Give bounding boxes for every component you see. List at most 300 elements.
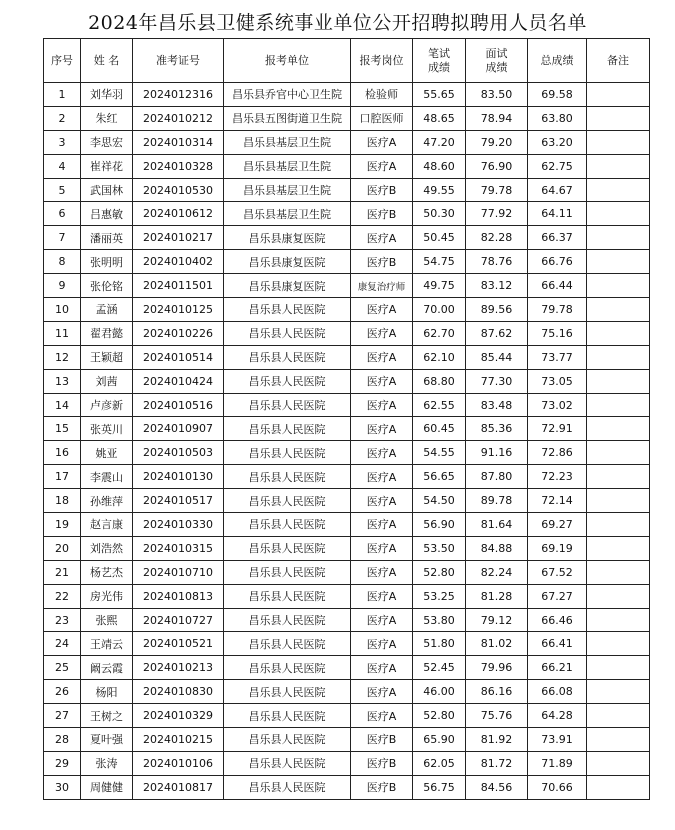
cell-name: 吕惠敏 [81, 202, 133, 226]
cell-written: 54.55 [413, 441, 466, 465]
cell-interview: 78.76 [466, 250, 528, 274]
cell-interview: 85.36 [466, 417, 528, 441]
cell-remark [587, 632, 650, 656]
cell-exam-id: 2024011501 [133, 274, 224, 298]
cell-total: 63.80 [528, 106, 587, 130]
cell-remark [587, 441, 650, 465]
table-row [44, 106, 650, 130]
cell-interview: 89.78 [466, 489, 528, 513]
page-title: 2024年昌乐县卫健系统事业单位公开招聘拟聘用人员名单 [88, 12, 587, 34]
cell-name: 夏叶强 [81, 728, 133, 752]
cell-unit: 昌乐县五图街道卫生院 [224, 106, 351, 130]
cell-name: 杨阳 [81, 680, 133, 704]
cell-written: 54.50 [413, 489, 466, 513]
header-name: 姓 名 [81, 39, 133, 83]
cell-interview: 79.96 [466, 656, 528, 680]
cell-no: 7 [44, 226, 81, 250]
cell-name: 杨艺杰 [81, 560, 133, 584]
cell-no: 9 [44, 274, 81, 298]
cell-remark [587, 680, 650, 704]
cell-remark [587, 369, 650, 393]
cell-unit: 昌乐县基层卫生院 [224, 202, 351, 226]
cell-no: 11 [44, 321, 81, 345]
cell-exam-id: 2024010516 [133, 393, 224, 417]
cell-unit: 昌乐县基层卫生院 [224, 178, 351, 202]
cell-exam-id: 2024010130 [133, 465, 224, 489]
cell-remark [587, 130, 650, 154]
table-row [44, 298, 650, 322]
cell-interview: 77.92 [466, 202, 528, 226]
cell-total: 66.76 [528, 250, 587, 274]
cell-post: 医疗B [351, 751, 413, 775]
cell-name: 李思宏 [81, 130, 133, 154]
cell-post: 医疗A [351, 513, 413, 537]
cell-post: 医疗A [351, 632, 413, 656]
cell-post: 医疗A [351, 298, 413, 322]
cell-total: 66.08 [528, 680, 587, 704]
cell-post: 医疗A [351, 345, 413, 369]
cell-post: 口腔医师 [351, 106, 413, 130]
table-row [44, 202, 650, 226]
cell-unit: 昌乐县康复医院 [224, 250, 351, 274]
cell-remark [587, 178, 650, 202]
table-row [44, 417, 650, 441]
cell-unit: 昌乐县人民医院 [224, 417, 351, 441]
cell-total: 73.77 [528, 345, 587, 369]
cell-no: 28 [44, 728, 81, 752]
cell-no: 8 [44, 250, 81, 274]
cell-written: 54.75 [413, 250, 466, 274]
cell-no: 12 [44, 345, 81, 369]
cell-remark [587, 704, 650, 728]
cell-written: 53.25 [413, 584, 466, 608]
cell-total: 72.91 [528, 417, 587, 441]
cell-post: 医疗A [351, 704, 413, 728]
cell-post: 医疗A [351, 321, 413, 345]
cell-total: 64.28 [528, 704, 587, 728]
table-row [44, 369, 650, 393]
table-row [44, 608, 650, 632]
cell-total: 67.52 [528, 560, 587, 584]
cell-name: 周健健 [81, 775, 133, 799]
cell-name: 张伦铭 [81, 274, 133, 298]
cell-unit: 昌乐县乔官中心卫生院 [224, 83, 351, 107]
table-row [44, 393, 650, 417]
table-row [44, 656, 650, 680]
cell-interview: 83.12 [466, 274, 528, 298]
cell-name: 张熙 [81, 608, 133, 632]
cell-interview: 81.64 [466, 513, 528, 537]
table-row [44, 130, 650, 154]
table-row [44, 560, 650, 584]
recruitment-table [43, 38, 650, 800]
cell-interview: 79.20 [466, 130, 528, 154]
cell-remark [587, 202, 650, 226]
cell-remark [587, 106, 650, 130]
cell-unit: 昌乐县人民医院 [224, 680, 351, 704]
table-row [44, 154, 650, 178]
table-row [44, 274, 650, 298]
cell-no: 29 [44, 751, 81, 775]
cell-written: 53.80 [413, 608, 466, 632]
cell-written: 49.55 [413, 178, 466, 202]
cell-interview: 84.56 [466, 775, 528, 799]
table-row [44, 345, 650, 369]
table-header-row [44, 39, 650, 83]
cell-no: 23 [44, 608, 81, 632]
table-row [44, 513, 650, 537]
cell-no: 18 [44, 489, 81, 513]
cell-no: 6 [44, 202, 81, 226]
cell-remark [587, 274, 650, 298]
cell-unit: 昌乐县人民医院 [224, 465, 351, 489]
cell-unit: 昌乐县人民医院 [224, 513, 351, 537]
cell-exam-id: 2024010813 [133, 584, 224, 608]
cell-post: 医疗A [351, 226, 413, 250]
cell-post: 医疗B [351, 775, 413, 799]
cell-exam-id: 2024010817 [133, 775, 224, 799]
header-no: 序号 [44, 39, 81, 83]
cell-total: 63.20 [528, 130, 587, 154]
table-row [44, 178, 650, 202]
cell-remark [587, 751, 650, 775]
cell-remark [587, 728, 650, 752]
header-interview-line2: 成绩 [485, 60, 508, 74]
cell-post: 医疗A [351, 393, 413, 417]
cell-exam-id: 2024010907 [133, 417, 224, 441]
table-row [44, 632, 650, 656]
cell-exam-id: 2024010710 [133, 560, 224, 584]
cell-exam-id: 2024012316 [133, 83, 224, 107]
cell-name: 房光伟 [81, 584, 133, 608]
cell-written: 52.80 [413, 560, 466, 584]
cell-unit: 昌乐县人民医院 [224, 489, 351, 513]
cell-post: 检验师 [351, 83, 413, 107]
cell-exam-id: 2024010330 [133, 513, 224, 537]
cell-post: 医疗B [351, 250, 413, 274]
cell-name: 刘浩然 [81, 536, 133, 560]
cell-no: 5 [44, 178, 81, 202]
table-row [44, 704, 650, 728]
cell-written: 60.45 [413, 417, 466, 441]
cell-remark [587, 154, 650, 178]
cell-written: 70.00 [413, 298, 466, 322]
cell-unit: 昌乐县人民医院 [224, 536, 351, 560]
cell-post: 医疗B [351, 202, 413, 226]
cell-written: 51.80 [413, 632, 466, 656]
cell-exam-id: 2024010328 [133, 154, 224, 178]
cell-total: 66.41 [528, 632, 587, 656]
cell-exam-id: 2024010329 [133, 704, 224, 728]
cell-interview: 81.92 [466, 728, 528, 752]
cell-no: 2 [44, 106, 81, 130]
cell-post: 康复治疗师 [351, 274, 413, 298]
cell-total: 72.86 [528, 441, 587, 465]
cell-unit: 昌乐县人民医院 [224, 298, 351, 322]
cell-post: 医疗A [351, 656, 413, 680]
cell-total: 70.66 [528, 775, 587, 799]
cell-name: 王树之 [81, 704, 133, 728]
cell-exam-id: 2024010402 [133, 250, 224, 274]
table-row [44, 584, 650, 608]
cell-remark [587, 465, 650, 489]
cell-no: 30 [44, 775, 81, 799]
cell-exam-id: 2024010213 [133, 656, 224, 680]
cell-name: 阚云霞 [81, 656, 133, 680]
cell-exam-id: 2024010424 [133, 369, 224, 393]
cell-post: 医疗A [351, 154, 413, 178]
cell-unit: 昌乐县人民医院 [224, 728, 351, 752]
cell-total: 73.91 [528, 728, 587, 752]
table-row [44, 775, 650, 799]
cell-remark [587, 321, 650, 345]
cell-post: 医疗B [351, 728, 413, 752]
cell-post: 医疗A [351, 417, 413, 441]
cell-interview: 83.48 [466, 393, 528, 417]
cell-exam-id: 2024010314 [133, 130, 224, 154]
cell-name: 潘丽英 [81, 226, 133, 250]
cell-total: 73.02 [528, 393, 587, 417]
cell-total: 73.05 [528, 369, 587, 393]
cell-written: 56.75 [413, 775, 466, 799]
cell-exam-id: 2024010612 [133, 202, 224, 226]
cell-total: 64.67 [528, 178, 587, 202]
cell-name: 王颖超 [81, 345, 133, 369]
cell-interview: 85.44 [466, 345, 528, 369]
header-written-line1: 笔试 [428, 46, 450, 60]
cell-name: 崔祥花 [81, 154, 133, 178]
cell-name: 张涛 [81, 751, 133, 775]
cell-name: 孟涵 [81, 298, 133, 322]
cell-no: 17 [44, 465, 81, 489]
table-row [44, 465, 650, 489]
cell-interview: 83.50 [466, 83, 528, 107]
cell-remark [587, 513, 650, 537]
cell-name: 武国林 [81, 178, 133, 202]
cell-total: 75.16 [528, 321, 587, 345]
cell-name: 朱红 [81, 106, 133, 130]
cell-interview: 78.94 [466, 106, 528, 130]
cell-name: 刘茜 [81, 369, 133, 393]
cell-total: 69.27 [528, 513, 587, 537]
header-remark: 备注 [587, 39, 650, 83]
cell-written: 65.90 [413, 728, 466, 752]
cell-unit: 昌乐县康复医院 [224, 226, 351, 250]
cell-remark [587, 536, 650, 560]
cell-unit: 昌乐县人民医院 [224, 608, 351, 632]
cell-written: 62.05 [413, 751, 466, 775]
cell-total: 72.23 [528, 465, 587, 489]
cell-exam-id: 2024010217 [133, 226, 224, 250]
cell-interview: 91.16 [466, 441, 528, 465]
cell-interview: 79.12 [466, 608, 528, 632]
table-row [44, 321, 650, 345]
cell-unit: 昌乐县人民医院 [224, 560, 351, 584]
header-interview-line1: 面试 [485, 46, 508, 60]
header-post: 报考岗位 [351, 39, 413, 83]
cell-exam-id: 2024010212 [133, 106, 224, 130]
table-row [44, 680, 650, 704]
cell-interview: 84.88 [466, 536, 528, 560]
cell-no: 25 [44, 656, 81, 680]
cell-unit: 昌乐县基层卫生院 [224, 154, 351, 178]
table-row [44, 751, 650, 775]
cell-interview: 82.28 [466, 226, 528, 250]
header-interview [466, 39, 528, 83]
cell-interview: 76.90 [466, 154, 528, 178]
cell-written: 62.70 [413, 321, 466, 345]
cell-unit: 昌乐县人民医院 [224, 584, 351, 608]
header-unit: 报考单位 [224, 39, 351, 83]
cell-total: 66.44 [528, 274, 587, 298]
header-written-line2: 成绩 [428, 60, 450, 74]
cell-post: 医疗A [351, 680, 413, 704]
cell-unit: 昌乐县人民医院 [224, 345, 351, 369]
cell-name: 翟君懿 [81, 321, 133, 345]
cell-remark [587, 417, 650, 441]
cell-remark [587, 584, 650, 608]
cell-interview: 87.80 [466, 465, 528, 489]
cell-post: 医疗B [351, 178, 413, 202]
cell-written: 68.80 [413, 369, 466, 393]
cell-total: 64.11 [528, 202, 587, 226]
cell-interview: 81.28 [466, 584, 528, 608]
table-row [44, 489, 650, 513]
cell-exam-id: 2024010106 [133, 751, 224, 775]
cell-exam-id: 2024010514 [133, 345, 224, 369]
cell-total: 69.19 [528, 536, 587, 560]
cell-interview: 81.02 [466, 632, 528, 656]
header-exam-id: 准考证号 [133, 39, 224, 83]
cell-unit: 昌乐县人民医院 [224, 751, 351, 775]
cell-remark [587, 250, 650, 274]
table-row [44, 728, 650, 752]
cell-name: 卢彦新 [81, 393, 133, 417]
cell-remark [587, 608, 650, 632]
cell-written: 52.80 [413, 704, 466, 728]
cell-unit: 昌乐县康复医院 [224, 274, 351, 298]
cell-name: 赵言康 [81, 513, 133, 537]
cell-remark [587, 775, 650, 799]
cell-interview: 75.76 [466, 704, 528, 728]
cell-written: 53.50 [413, 536, 466, 560]
cell-written: 56.90 [413, 513, 466, 537]
cell-no: 13 [44, 369, 81, 393]
cell-remark [587, 489, 650, 513]
cell-no: 22 [44, 584, 81, 608]
cell-exam-id: 2024010530 [133, 178, 224, 202]
cell-total: 72.14 [528, 489, 587, 513]
cell-remark [587, 83, 650, 107]
cell-unit: 昌乐县人民医院 [224, 393, 351, 417]
cell-total: 66.46 [528, 608, 587, 632]
cell-no: 26 [44, 680, 81, 704]
cell-name: 刘华羽 [81, 83, 133, 107]
cell-name: 李震山 [81, 465, 133, 489]
cell-total: 66.37 [528, 226, 587, 250]
cell-unit: 昌乐县人民医院 [224, 704, 351, 728]
cell-post: 医疗A [351, 584, 413, 608]
table-row [44, 536, 650, 560]
cell-exam-id: 2024010503 [133, 441, 224, 465]
cell-written: 46.00 [413, 680, 466, 704]
cell-post: 医疗A [351, 489, 413, 513]
cell-interview: 81.72 [466, 751, 528, 775]
cell-post: 医疗A [351, 369, 413, 393]
cell-written: 55.65 [413, 83, 466, 107]
cell-interview: 79.78 [466, 178, 528, 202]
cell-no: 14 [44, 393, 81, 417]
table-body [44, 83, 650, 800]
cell-interview: 77.30 [466, 369, 528, 393]
cell-exam-id: 2024010521 [133, 632, 224, 656]
cell-unit: 昌乐县人民医院 [224, 656, 351, 680]
cell-post: 医疗A [351, 441, 413, 465]
cell-total: 67.27 [528, 584, 587, 608]
cell-name: 孙维萍 [81, 489, 133, 513]
cell-unit: 昌乐县人民医院 [224, 321, 351, 345]
cell-interview: 89.56 [466, 298, 528, 322]
cell-post: 医疗A [351, 536, 413, 560]
cell-no: 21 [44, 560, 81, 584]
cell-no: 4 [44, 154, 81, 178]
cell-post: 医疗A [351, 130, 413, 154]
cell-remark [587, 393, 650, 417]
cell-written: 62.10 [413, 345, 466, 369]
cell-written: 50.30 [413, 202, 466, 226]
cell-no: 20 [44, 536, 81, 560]
cell-written: 50.45 [413, 226, 466, 250]
cell-total: 71.89 [528, 751, 587, 775]
cell-no: 15 [44, 417, 81, 441]
header-total: 总成绩 [528, 39, 587, 83]
table-row [44, 83, 650, 107]
cell-written: 52.45 [413, 656, 466, 680]
cell-exam-id: 2024010215 [133, 728, 224, 752]
cell-interview: 82.24 [466, 560, 528, 584]
cell-remark [587, 226, 650, 250]
cell-exam-id: 2024010830 [133, 680, 224, 704]
cell-name: 姚亚 [81, 441, 133, 465]
cell-no: 24 [44, 632, 81, 656]
cell-exam-id: 2024010315 [133, 536, 224, 560]
cell-no: 16 [44, 441, 81, 465]
cell-written: 62.55 [413, 393, 466, 417]
cell-written: 48.60 [413, 154, 466, 178]
cell-total: 69.58 [528, 83, 587, 107]
cell-unit: 昌乐县人民医院 [224, 632, 351, 656]
cell-post: 医疗A [351, 465, 413, 489]
cell-remark [587, 656, 650, 680]
cell-name: 王靖云 [81, 632, 133, 656]
cell-no: 1 [44, 83, 81, 107]
cell-written: 49.75 [413, 274, 466, 298]
table-row [44, 250, 650, 274]
cell-written: 47.20 [413, 130, 466, 154]
cell-unit: 昌乐县人民医院 [224, 441, 351, 465]
cell-written: 56.65 [413, 465, 466, 489]
cell-no: 3 [44, 130, 81, 154]
cell-unit: 昌乐县基层卫生院 [224, 130, 351, 154]
cell-exam-id: 2024010125 [133, 298, 224, 322]
table-row [44, 226, 650, 250]
cell-interview: 87.62 [466, 321, 528, 345]
cell-exam-id: 2024010727 [133, 608, 224, 632]
cell-no: 10 [44, 298, 81, 322]
cell-no: 27 [44, 704, 81, 728]
cell-no: 19 [44, 513, 81, 537]
cell-post: 医疗A [351, 560, 413, 584]
